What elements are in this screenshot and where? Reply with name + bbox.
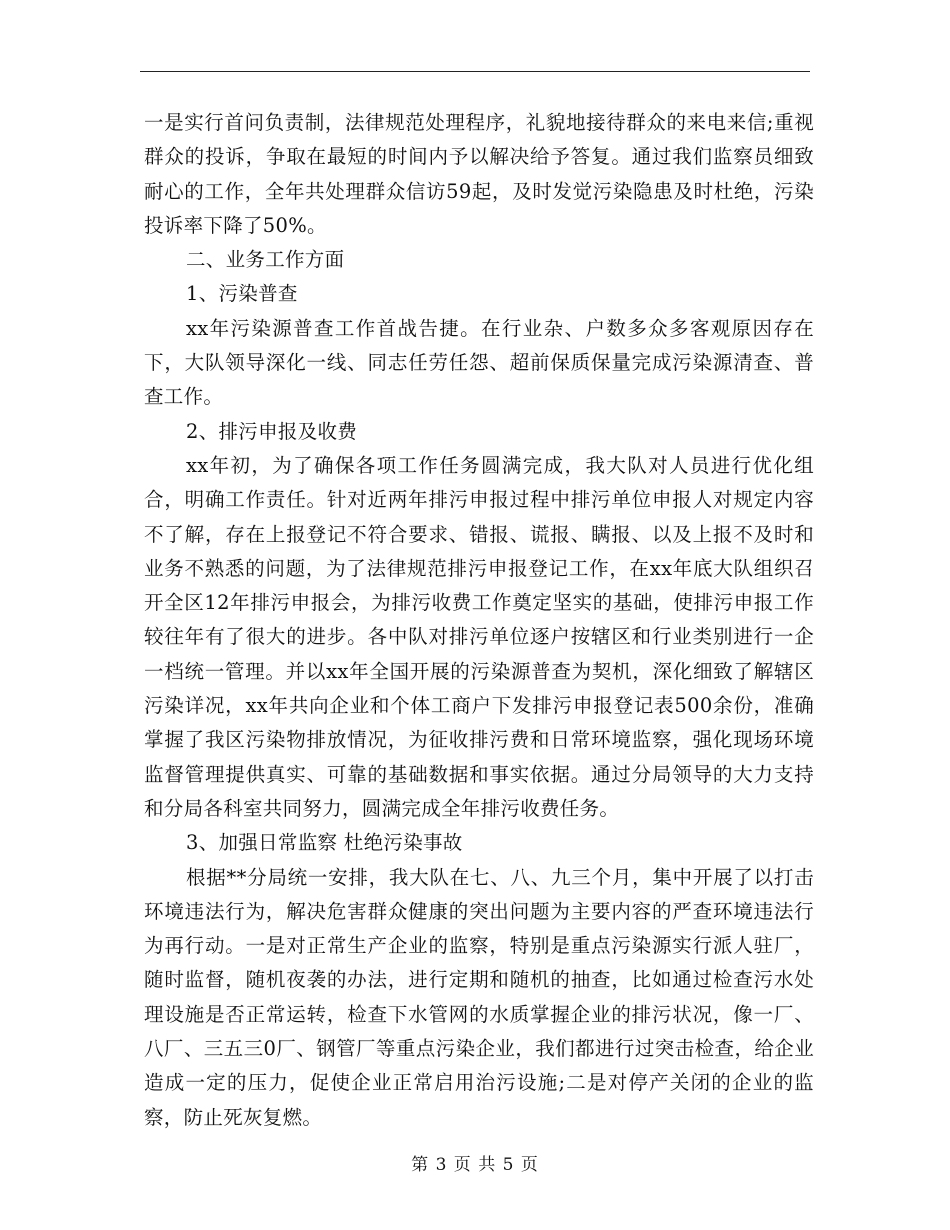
paragraph: 一是实行首问负责制，法律规范处理程序，礼貌地接待群众的来电来信;重视群众的投诉，争取在最短的时间内予以解决给予答复。通过我们监察员细致耐心的工作，全年共处理群众信访59起，及时发觉污染隐患及时杜绝，污染投诉率下降了50%。 [144, 111, 814, 237]
paragraph: xx年污染源普查工作首战告捷。在行业杂、户数多众多客观原因存在下，大队领导深化一线、同志任劳任怨、超前保质保量完成污染源清查、普查工作。 [144, 316, 814, 409]
paragraph: 根据**分局统一安排，我大队在七、八、九三个月，集中开展了以打击环境违法行为，解决危害群众健康的突出问题为主要内容的严查环境违法行为再行动。一是对正常生产企业的监察，特别是重点污染源实行派人驻厂，随时监督，随机夜袭的办法，进行定期和随机的抽查，比如通过检查污水处理设施是否正常运转，检查下水管网的水质掌握企业的排污状况，像一厂、八厂、三五三0厂、钢管厂等重点污染企业，我们都进行过突击检查，给企业造成一定的压力，促使企业正常启用治污设施;二是对停产关闭的企业的监察，防止死灰复燃。 [144, 865, 814, 1129]
document-body [144, 106, 814, 1135]
subsection-heading: 1、污染普查 [186, 282, 298, 306]
subsection-heading: 3、加强日常监察 杜绝污染事故 [186, 831, 463, 855]
header-divider [140, 71, 810, 72]
section-heading: 二、业务工作方面 [186, 248, 345, 272]
subsection-heading: 2、排污申报及收费 [186, 419, 358, 443]
paragraph: xx年初，为了确保各项工作任务圆满完成，我大队对人员进行优化组合，明确工作责任。针对近两年排污申报过程中排污单位申报人对规定内容不了解，存在上报登记不符合要求、错报、谎报、瞒报、以及上报不及时和业务不熟悉的问题，为了法律规范排污申报登记工作，在xx年底大队组织召开全区12年排污申报会，为排污收费工作奠定坚实的基础，使排污申报工作较往年有了很大的进步。各中队对排污单位逐户按辖区和行业类别进行一企一档统一管理。并以xx年全国开展的污染源普查为契机，深化细致了解辖区污染详况，xx年共向企业和个体工商户下发排污申报登记表500余份，准确掌握了我区污染物排放情况，为征收排污费和日常环境监察，强化现场环境监督管理提供真实、可靠的基础数据和事实依据。通过分局领导的大力支持和分局各科室共同努力，圆满完成全年排污收费任务。 [144, 453, 814, 820]
page-number-footer: 第 3 页 共 5 页 [411, 1155, 539, 1175]
